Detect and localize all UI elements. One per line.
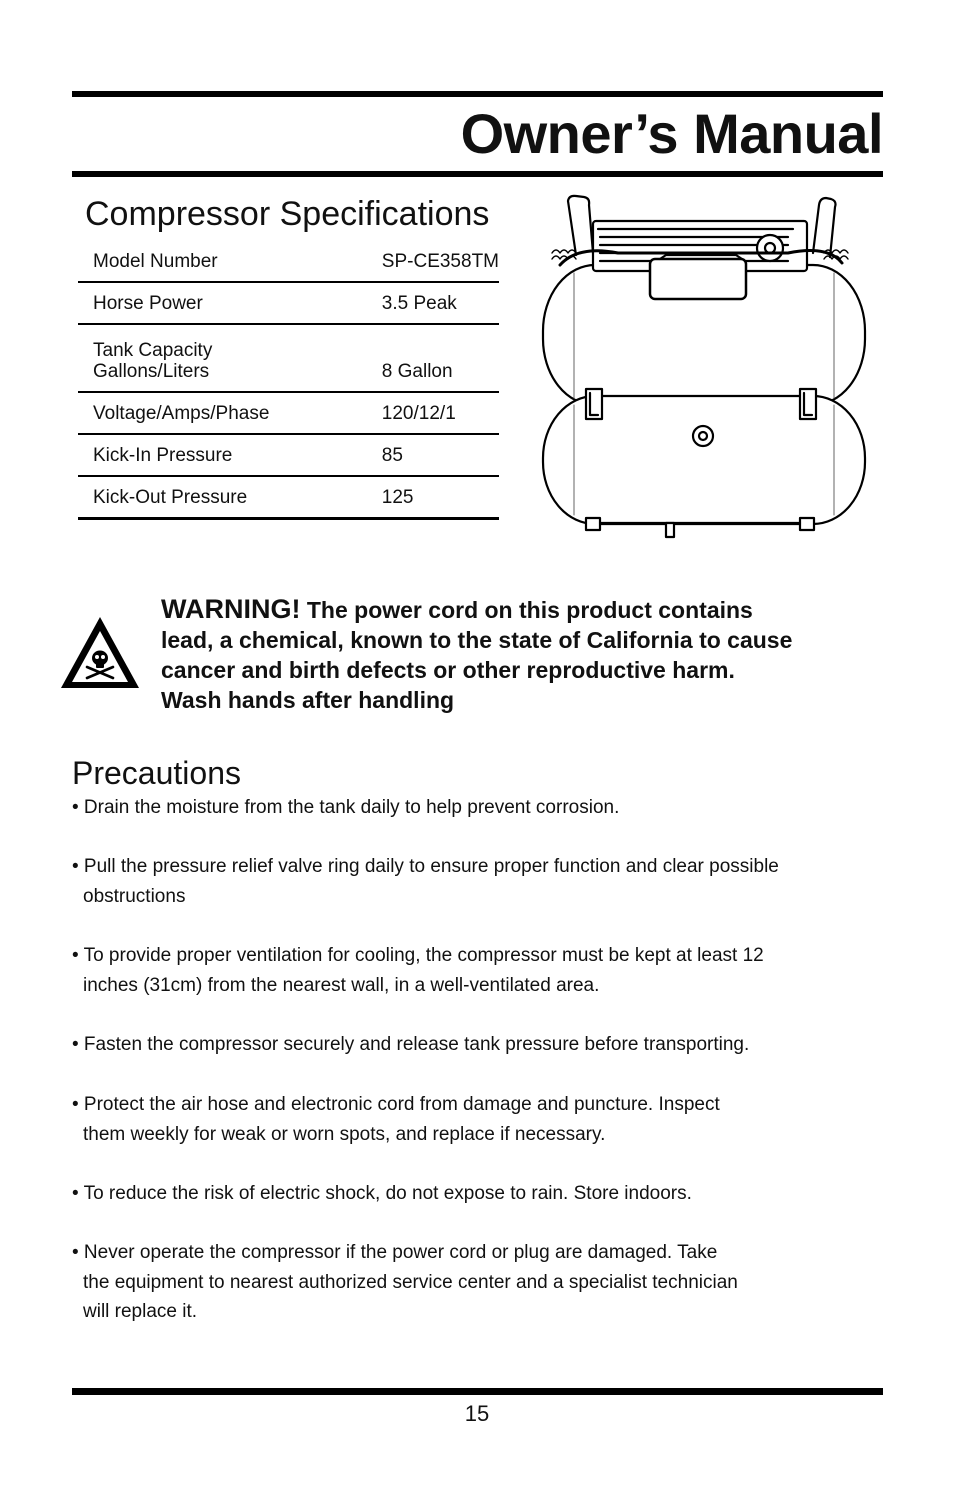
top-rule — [72, 91, 883, 97]
list-item: • To provide proper ventilation for cooling, the compressor must be kept at least 12 inches (31cm) from the nearest wall, in a well-ventilated area. — [72, 945, 764, 996]
spec-value: 125 — [382, 476, 499, 518]
footer-rule — [72, 1388, 883, 1395]
spec-label: Tank Capacity Gallons/Liters — [78, 324, 382, 392]
spec-label: Kick-Out Pressure — [78, 476, 382, 518]
specifications-heading: Compressor Specifications — [85, 195, 490, 233]
list-item: • Protect the air hose and electronic cord from damage and puncture. Inspect them weekly for weak or worn spots, and replace if necessary. — [72, 1094, 720, 1145]
list-item: • Pull the pressure relief valve ring daily to ensure proper function and clear possible obstructions — [72, 856, 779, 907]
list-item: • To reduce the risk of electric shock, do not expose to rain. Store indoors. — [72, 1183, 692, 1204]
spec-label: Model Number — [78, 240, 382, 282]
spec-value: 120/12/1 — [382, 392, 499, 434]
skull-crossbones-warning-icon — [58, 614, 142, 692]
spec-row-horse-power — [78, 282, 499, 324]
spec-value: SP-CE358TM — [382, 240, 499, 282]
spec-row-voltage — [78, 392, 499, 434]
spec-label: Kick-In Pressure — [78, 434, 382, 476]
spec-label: Voltage/Amps/Phase — [78, 392, 382, 434]
warning-line: Wash hands after handling — [161, 687, 455, 713]
page-number: 15 — [464, 1401, 490, 1426]
warning-line: The power cord on this product contains — [300, 597, 753, 623]
spec-value: 85 — [382, 434, 499, 476]
list-item: • Never operate the compressor if the power cord or plug are damaged. Take the equipment to nearest authorized service center and a specialist technician will replace it. — [72, 1242, 738, 1322]
spec-row-kick-in — [78, 434, 499, 476]
compressor-illustration — [538, 193, 870, 539]
spec-row-kick-out — [78, 476, 499, 518]
list-item: • Drain the moisture from the tank daily to help prevent corrosion. — [72, 797, 620, 818]
spec-row-model — [78, 240, 499, 282]
list-item: • Fasten the compressor securely and release tank pressure before transporting. — [72, 1034, 750, 1055]
warning-line: cancer and birth defects or other reproductive harm. — [161, 657, 735, 683]
warning-lead: WARNING! — [161, 594, 301, 624]
spec-value: 3.5 Peak — [382, 282, 499, 324]
precautions-heading: Precautions — [72, 755, 241, 791]
warning-line: lead, a chemical, known to the state of California to cause — [161, 627, 793, 653]
spec-value: 8 Gallon — [382, 324, 499, 392]
spec-row-tank-capacity — [78, 324, 499, 392]
title-rule — [72, 171, 883, 177]
page-title: Owner’s Manual — [460, 102, 883, 165]
warning-notice — [161, 594, 881, 715]
spec-label: Horse Power — [78, 282, 382, 324]
specifications-table — [78, 240, 499, 520]
